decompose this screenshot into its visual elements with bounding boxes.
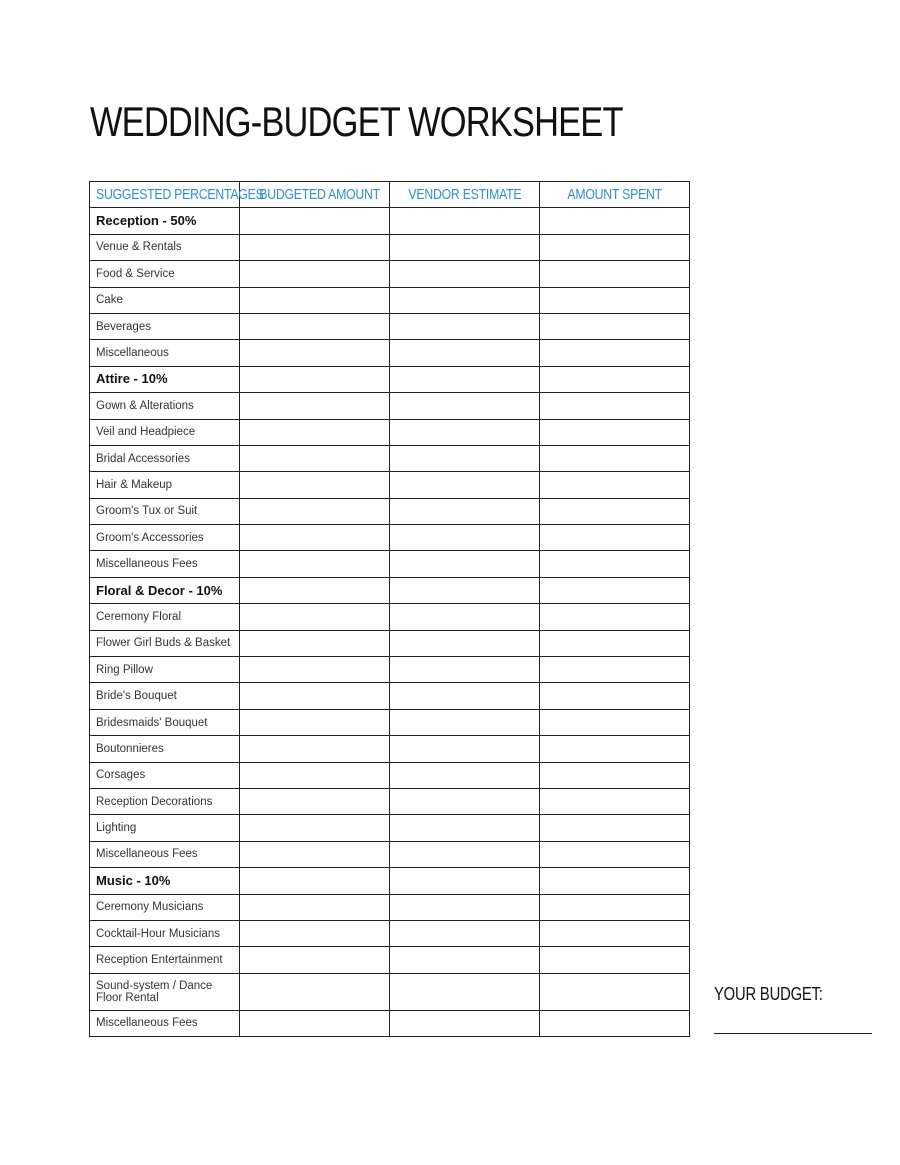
budgeted-amount-cell[interactable] [240, 393, 390, 419]
line-item-label: Miscellaneous [90, 340, 240, 366]
amount-spent-cell[interactable] [540, 604, 690, 630]
line-item-label: Beverages [90, 313, 240, 339]
budgeted-amount-cell[interactable] [240, 472, 390, 498]
table-row [90, 841, 690, 867]
budgeted-amount-cell[interactable] [240, 788, 390, 814]
line-item-label: Groom's Accessories [90, 525, 240, 551]
table-row [90, 920, 690, 946]
amount-spent-cell[interactable] [540, 366, 690, 392]
table-row [90, 657, 690, 683]
vendor-estimate-cell[interactable] [390, 1010, 540, 1036]
your-budget-label: YOUR BUDGET: [714, 984, 823, 1004]
amount-spent-cell[interactable] [540, 393, 690, 419]
table-row [90, 947, 690, 973]
page-title: WEDDING-BUDGET WORKSHEET [90, 98, 623, 145]
line-item-label: Sound-system / Dance Floor Rental [90, 973, 240, 1010]
budgeted-amount-cell[interactable] [240, 419, 390, 445]
line-item-label: Miscellaneous Fees [90, 841, 240, 867]
line-item-label: Ceremony Musicians [90, 894, 240, 920]
amount-spent-cell[interactable] [540, 313, 690, 339]
amount-spent-cell[interactable] [540, 736, 690, 762]
amount-spent-cell[interactable] [540, 445, 690, 471]
budgeted-amount-cell[interactable] [240, 208, 390, 234]
line-item-label: Bridesmaids' Bouquet [90, 709, 240, 735]
vendor-estimate-cell[interactable] [390, 419, 540, 445]
table-row [90, 894, 690, 920]
amount-spent-cell[interactable] [540, 577, 690, 603]
budgeted-amount-cell[interactable] [240, 261, 390, 287]
table-row [90, 393, 690, 419]
vendor-estimate-cell[interactable] [390, 234, 540, 260]
table-row [90, 287, 690, 313]
amount-spent-cell[interactable] [540, 630, 690, 656]
line-item-label: Ring Pillow [90, 657, 240, 683]
category-label: Attire - 10% [90, 366, 240, 392]
amount-spent-cell[interactable] [540, 498, 690, 524]
your-budget-field[interactable] [714, 1033, 872, 1034]
table-row [90, 604, 690, 630]
category-row [90, 577, 690, 603]
amount-spent-cell[interactable] [540, 762, 690, 788]
budgeted-amount-cell[interactable] [240, 815, 390, 841]
budgeted-amount-cell[interactable] [240, 947, 390, 973]
category-label: Floral & Decor - 10% [90, 577, 240, 603]
line-item-label: Lighting [90, 815, 240, 841]
vendor-estimate-cell[interactable] [390, 261, 540, 287]
amount-spent-cell[interactable] [540, 525, 690, 551]
amount-spent-cell[interactable] [540, 841, 690, 867]
line-item-label: Venue & Rentals [90, 234, 240, 260]
line-item-label: Cake [90, 287, 240, 313]
line-item-label: Flower Girl Buds & Basket [90, 630, 240, 656]
table-row [90, 815, 690, 841]
line-item-label: Reception Decorations [90, 788, 240, 814]
table-row [90, 630, 690, 656]
vendor-estimate-cell[interactable] [390, 498, 540, 524]
budgeted-amount-cell[interactable] [240, 709, 390, 735]
vendor-estimate-cell[interactable] [390, 313, 540, 339]
table-row [90, 736, 690, 762]
table-row [90, 1010, 690, 1036]
header-suggested-percentages: SUGGESTED PERCENTAGES [90, 182, 240, 208]
amount-spent-cell[interactable] [540, 472, 690, 498]
budgeted-amount-cell[interactable] [240, 234, 390, 260]
line-item-label: Food & Service [90, 261, 240, 287]
amount-spent-cell[interactable] [540, 920, 690, 946]
table-row [90, 525, 690, 551]
vendor-estimate-cell[interactable] [390, 947, 540, 973]
header-budgeted-amount: BUDGETED AMOUNT [240, 182, 390, 208]
header-amount-spent: AMOUNT SPENT [540, 182, 690, 208]
vendor-estimate-cell[interactable] [390, 815, 540, 841]
budgeted-amount-cell[interactable] [240, 894, 390, 920]
category-label: Music - 10% [90, 868, 240, 894]
budgeted-amount-cell[interactable] [240, 551, 390, 577]
amount-spent-cell[interactable] [540, 683, 690, 709]
vendor-estimate-cell[interactable] [390, 736, 540, 762]
amount-spent-cell[interactable] [540, 419, 690, 445]
line-item-label: Cocktail-Hour Musicians [90, 920, 240, 946]
vendor-estimate-cell[interactable] [390, 577, 540, 603]
budgeted-amount-cell[interactable] [240, 1010, 390, 1036]
amount-spent-cell[interactable] [540, 1010, 690, 1036]
budget-table [89, 181, 690, 1037]
vendor-estimate-cell[interactable] [390, 894, 540, 920]
table-row [90, 498, 690, 524]
line-item-label: Ceremony Floral [90, 604, 240, 630]
budgeted-amount-cell[interactable] [240, 313, 390, 339]
line-item-label: Miscellaneous Fees [90, 1010, 240, 1036]
line-item-label: Miscellaneous Fees [90, 551, 240, 577]
budgeted-amount-cell[interactable] [240, 340, 390, 366]
vendor-estimate-cell[interactable] [390, 287, 540, 313]
line-item-label: Boutonnieres [90, 736, 240, 762]
vendor-estimate-cell[interactable] [390, 841, 540, 867]
budgeted-amount-cell[interactable] [240, 445, 390, 471]
category-row [90, 208, 690, 234]
amount-spent-cell[interactable] [540, 287, 690, 313]
vendor-estimate-cell[interactable] [390, 604, 540, 630]
vendor-estimate-cell[interactable] [390, 920, 540, 946]
table-row [90, 234, 690, 260]
table-row [90, 419, 690, 445]
budgeted-amount-cell[interactable] [240, 920, 390, 946]
budgeted-amount-cell[interactable] [240, 498, 390, 524]
vendor-estimate-cell[interactable] [390, 445, 540, 471]
budgeted-amount-cell[interactable] [240, 577, 390, 603]
vendor-estimate-cell[interactable] [390, 973, 540, 1010]
category-row [90, 366, 690, 392]
budgeted-amount-cell[interactable] [240, 683, 390, 709]
table-row [90, 973, 690, 1010]
table-header-row [90, 182, 690, 208]
line-item-label: Reception Entertainment [90, 947, 240, 973]
budgeted-amount-cell[interactable] [240, 604, 390, 630]
budgeted-amount-cell[interactable] [240, 762, 390, 788]
budgeted-amount-cell[interactable] [240, 868, 390, 894]
table-row [90, 340, 690, 366]
table-row [90, 261, 690, 287]
vendor-estimate-cell[interactable] [390, 657, 540, 683]
amount-spent-cell[interactable] [540, 815, 690, 841]
line-item-label: Gown & Alterations [90, 393, 240, 419]
vendor-estimate-cell[interactable] [390, 366, 540, 392]
line-item-label: Veil and Headpiece [90, 419, 240, 445]
vendor-estimate-cell[interactable] [390, 340, 540, 366]
budgeted-amount-cell[interactable] [240, 841, 390, 867]
budgeted-amount-cell[interactable] [240, 525, 390, 551]
vendor-estimate-cell[interactable] [390, 762, 540, 788]
amount-spent-cell[interactable] [540, 894, 690, 920]
vendor-estimate-cell[interactable] [390, 525, 540, 551]
header-vendor-estimate: VENDOR ESTIMATE [390, 182, 540, 208]
budgeted-amount-cell[interactable] [240, 657, 390, 683]
table-row [90, 551, 690, 577]
budgeted-amount-cell[interactable] [240, 287, 390, 313]
amount-spent-cell[interactable] [540, 208, 690, 234]
table-row [90, 788, 690, 814]
budgeted-amount-cell[interactable] [240, 736, 390, 762]
budgeted-amount-cell[interactable] [240, 630, 390, 656]
vendor-estimate-cell[interactable] [390, 551, 540, 577]
amount-spent-cell[interactable] [540, 788, 690, 814]
budget-table-body [90, 208, 690, 1037]
vendor-estimate-cell[interactable] [390, 393, 540, 419]
amount-spent-cell[interactable] [540, 973, 690, 1010]
table-row [90, 313, 690, 339]
line-item-label: Corsages [90, 762, 240, 788]
amount-spent-cell[interactable] [540, 340, 690, 366]
category-row [90, 868, 690, 894]
vendor-estimate-cell[interactable] [390, 788, 540, 814]
category-label: Reception - 50% [90, 208, 240, 234]
line-item-label: Bride's Bouquet [90, 683, 240, 709]
vendor-estimate-cell[interactable] [390, 868, 540, 894]
line-item-label: Groom's Tux or Suit [90, 498, 240, 524]
line-item-label: Hair & Makeup [90, 472, 240, 498]
table-row [90, 762, 690, 788]
budgeted-amount-cell[interactable] [240, 366, 390, 392]
amount-spent-cell[interactable] [540, 261, 690, 287]
amount-spent-cell[interactable] [540, 947, 690, 973]
vendor-estimate-cell[interactable] [390, 709, 540, 735]
amount-spent-cell[interactable] [540, 234, 690, 260]
amount-spent-cell[interactable] [540, 657, 690, 683]
vendor-estimate-cell[interactable] [390, 208, 540, 234]
line-item-label: Bridal Accessories [90, 445, 240, 471]
vendor-estimate-cell[interactable] [390, 630, 540, 656]
vendor-estimate-cell[interactable] [390, 472, 540, 498]
amount-spent-cell[interactable] [540, 551, 690, 577]
table-row [90, 709, 690, 735]
amount-spent-cell[interactable] [540, 709, 690, 735]
amount-spent-cell[interactable] [540, 868, 690, 894]
table-row [90, 683, 690, 709]
table-row [90, 445, 690, 471]
budgeted-amount-cell[interactable] [240, 973, 390, 1010]
table-row [90, 472, 690, 498]
vendor-estimate-cell[interactable] [390, 683, 540, 709]
